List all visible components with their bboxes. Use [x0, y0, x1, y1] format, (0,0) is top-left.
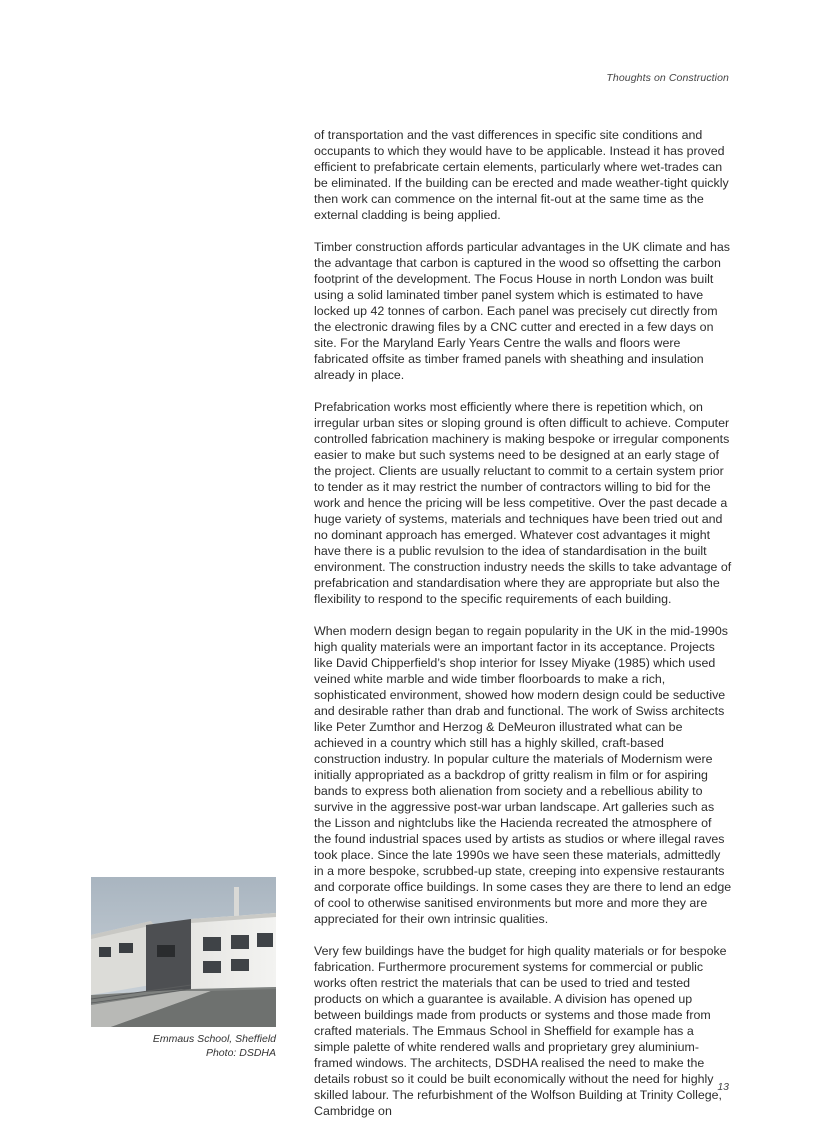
paragraph: Timber construction affords particular advantages in the UK climate and has the advantage that carbon is captured in the wood so offsetting the carbon footprint of the development. The Focus House in north London was built using a solid laminated timber panel system which is estimated to have locked up 42 tonnes of carbon. Each panel was precisely cut directly from the electronic drawing files by a CNC cutter and erected in a few days on site. For the Maryland Early Years Centre the walls and floors were fabricated offsite as timber framed panels with sheathing and insulation already in place.: [314, 240, 730, 382]
running-header: Thoughts on Construction: [606, 72, 729, 84]
paragraph: Prefabrication works most efficiently where there is repetition which, on irregular urban sites or sloping ground is often difficult to achieve. Computer controlled fabrication machinery is making bespoke or irregular components easier to make but such systems need to be designed at an early stage of the project. Clients are usually reluctant to commit to a certain system prior to tender as it may restrict the number of contractors willing to bid for the work and hence the pricing will be less competitive. Over the past decade a huge variety of systems, materials and techniques have been tried out and no dominant approach has emerged. Whatever cost advantages it might have there is a public revulsion to the idea of standardisation in the built environment. The construction industry needs the skills to take advantage of prefabrication and standardisation where they are appropriate but also the flexibility to respond to the specific requirements of each building.: [314, 400, 732, 606]
body-text: [314, 127, 732, 1135]
paragraph: of transportation and the vast differences in specific site conditions and occupants to which they would have to be applicable. Instead it has proved efficient to prefabricate certain elements, particularly where wet-trades can be eliminated. If the building can be erected and made weather-tight quickly then work can commence on the internal fit-out at the same time as the external cladding is being applied.: [314, 128, 729, 222]
caption-credit: Photo: DSDHA: [205, 1047, 276, 1059]
figure: [91, 877, 276, 1060]
caption-title: Emmaus School, Sheffield: [152, 1033, 276, 1045]
figure-caption: [91, 1032, 276, 1060]
paragraph: Very few buildings have the budget for high quality materials or for bespoke fabrication. Furthermore procurement systems for commercial or public works often restrict the materials that can be used to tried and tested products on which a guarantee is available. A division has opened up between buildings made from products or systems and those made from crafted materials. The Emmaus School in Sheffield for example has a simple palette of white rendered walls and proprietary grey aluminium-framed windows. The architects, DSDHA realised the need to make the details robust so it could be built economically without the need for highly skilled labour. The refurbishment of the Wolfson Building at Trinity College, Cambridge on: [314, 944, 727, 1118]
page-number: 13: [717, 1081, 729, 1093]
paragraph: When modern design began to regain popularity in the UK in the mid-1990s high quality materials were an important factor in its acceptance. Projects like David Chipperfield’s shop interior for Issey Miyake (1985) which used veined white marble and wide timber floorboards to make a rich, sophisticated environment, showed how modern design could be seductive and desirable rather than drab and functional. The work of Swiss architects like Peter Zumthor and Herzog & DeMeuron illustrated what can be achieved in a country which still has a highly skilled, craft-based construction industry. In popular culture the materials of Modernism were initially appropriated as a backdrop of gritty realism in film or for aspiring bands to express both alienation from society and a rebellious ability to survive in the aggressive post-war urban landscape. Art galleries such as the Lisson and nightclubs like the Hacienda recreated the atmosphere of the found industrial spaces used by artists as studios or where illegal raves took place. Since the late 1990s we have seen these materials, admittedly in a more bespoke, scrubbed-up state, creeping into expensive restaurants and corporate office buildings. In some cases they are there to lend an edge of cool to otherwise sanitised environments but more and more they are appreciated for their own intrinsic qualities.: [314, 624, 732, 926]
emmaus-school-photo: [91, 877, 276, 1027]
